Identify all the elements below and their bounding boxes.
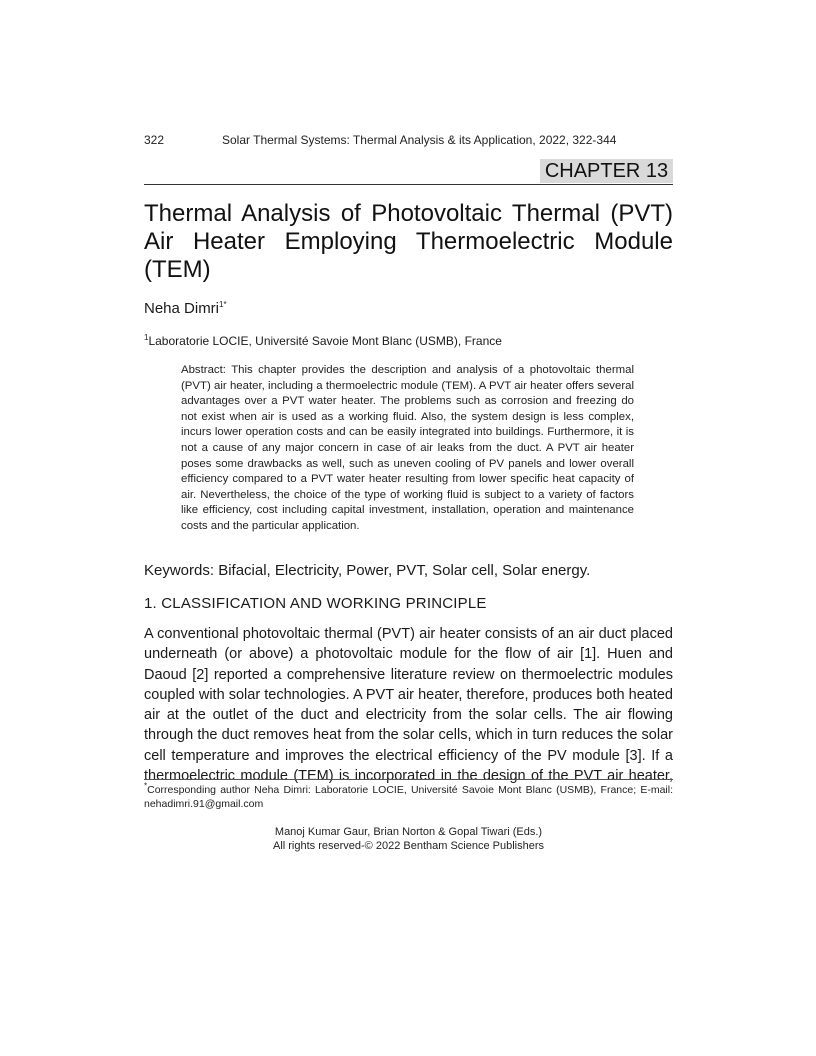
author-name: Neha Dimri	[144, 300, 220, 317]
author-line	[144, 300, 227, 318]
chapter-label: CHAPTER 13	[540, 159, 673, 183]
footnote-text: Corresponding author Neha Dimri: Laboratorie LOCIE, Université Savoie Mont Blanc (USMB), France; E-mail: nehadimri.91@gmail.com	[144, 784, 673, 810]
author-marker: 1*	[219, 300, 227, 309]
section-heading: 1. CLASSIFICATION AND WORKING PRINCIPLE	[144, 595, 487, 612]
journal-citation: Solar Thermal Systems: Thermal Analysis & its Application, 2022, 322-344	[222, 133, 617, 147]
footnote	[144, 783, 673, 811]
chapter-title: Thermal Analysis of Photovoltaic Thermal (PVT) Air Heater Employing Thermoelectric Module (TEM)	[144, 200, 673, 283]
footer-editors: Manoj Kumar Gaur, Brian Norton & Gopal Tiwari (Eds.)	[274, 826, 543, 838]
footer-rights: All rights reserved-© 2022 Bentham Science Publishers	[272, 840, 544, 852]
chapter-divider	[144, 184, 673, 185]
page-number: 322	[144, 133, 165, 147]
affiliation-marker: 1	[144, 333, 149, 342]
affiliation	[144, 334, 502, 348]
keywords: Keywords: Bifacial, Electricity, Power, PVT, Solar cell, Solar energy.	[144, 562, 591, 579]
abstract: Abstract: This chapter provides the description and analysis of a photovoltaic thermal (PVT) air heater, including a thermoelectric module (TEM). A PVT air heater offers several advantages over a PVT water heater. The problems such as corrosion and freezing do not exist when air is used as a working fluid. Also, the system design is less complex, incurs lower operation costs and can be easily integrated into buildings. Furthermore, it is not a cause of any major concern in case of air leaks from the duct. A PVT air heater poses some drawbacks as well, such as uneven cooling of PV panels and lower overall efficiency compared to a PVT water heater resulting from lower specific heat capacity of air. Nevertheless, the choice of the type of working fluid is subject to a variety of factors like efficiency, cost including capital investment, installation, operation and maintenance costs and the particular application.	[181, 364, 634, 532]
page-footer	[144, 825, 673, 853]
section-body: A conventional photovoltaic thermal (PVT) air heater consists of an air duct placed underneath (or above) a photovoltaic module for the flow of air [1]. Huen and Daoud [2] reported a comprehensive literature review on thermoelectric modules coupled with solar technologies. A PVT air heater, therefore, produces both heated air at the outlet of the duct and electricity from the solar cells. The air flowing through the duct removes heat from the solar cells, which in turn reduces the solar cell temperature and improves the electrical efficiency of the PV module [3]. If a thermoelectric module (TEM) is incorporated in the design of the PVT air heater,	[144, 626, 673, 785]
affiliation-text: Laboratorie LOCIE, Université Savoie Mont Blanc (USMB), France	[148, 334, 502, 348]
footnote-divider	[144, 779, 673, 780]
footnote-marker: *	[144, 781, 148, 791]
